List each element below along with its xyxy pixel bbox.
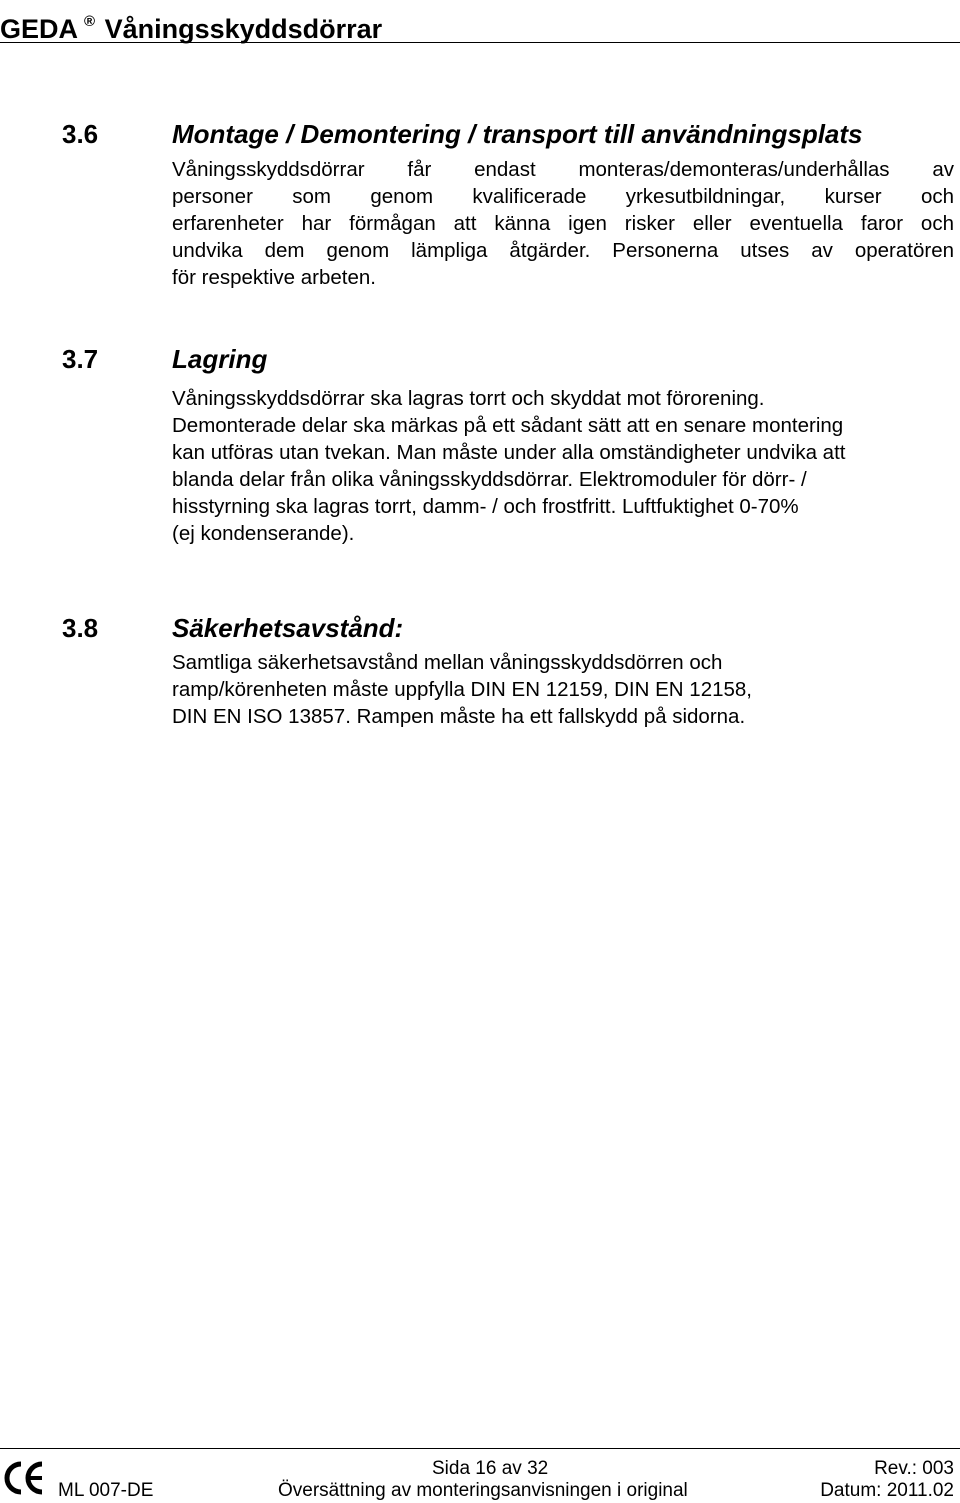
- registered-mark: ®: [84, 13, 96, 30]
- footer-date: Datum: 2011.02: [820, 1480, 954, 1501]
- body-line: ramp/körenheten måste uppfylla DIN EN 12159, DIN EN 12158,: [172, 678, 752, 701]
- brand-name: GEDA: [0, 14, 79, 44]
- body-line: blanda delar från olika våningsskyddsdörrar. Elektromoduler för dörr- /: [172, 468, 807, 491]
- section-number-3-7: 3.7: [62, 344, 99, 374]
- section-title-3-6: Montage / Demontering / transport till användningsplats: [172, 119, 863, 149]
- body-line: hisstyrning ska lagras torrt, damm- / och frostfritt. Luftfuktighet 0-70%: [172, 495, 799, 518]
- section-title-3-7: Lagring: [172, 344, 268, 374]
- section-body-3-7: [172, 385, 845, 547]
- footer-document-id: ML 007-DE: [58, 1480, 154, 1501]
- page-header: [0, 2, 960, 43]
- body-line: Våningsskyddsdörrar ska lagras torrt och skyddat mot förorening.: [172, 387, 765, 410]
- section-title-3-8: Säkerhetsavstånd:: [172, 613, 404, 643]
- body-line: Demonterade delar ska märkas på ett sådant sätt att en senare montering: [172, 414, 844, 437]
- ce-mark-icon: [2, 1460, 46, 1496]
- body-line: undvika dem genom lämpliga åtgärder. Personerna utses av operatören: [172, 239, 954, 262]
- document-title: Våningsskyddsdörrar: [104, 14, 383, 44]
- header-title: [0, 2, 382, 49]
- body-line: DIN EN ISO 13857. Rampen måste ha ett fallskydd på sidorna.: [172, 705, 746, 728]
- section-number-3-8: 3.8: [62, 613, 99, 643]
- footer-rule: [0, 1448, 960, 1449]
- footer-revision: Rev.: 003: [874, 1458, 954, 1479]
- body-line: Samtliga säkerhetsavstånd mellan våningsskyddsdörren och: [172, 651, 723, 674]
- section-body-3-6: [172, 156, 954, 291]
- body-line: kan utföras utan tvekan. Man måste under alla omständigheter undvika att: [172, 441, 846, 464]
- body-line: (ej kondenserande).: [172, 522, 355, 545]
- section-number-3-6: 3.6: [62, 119, 99, 149]
- footer-page-number: Sida 16 av 32: [432, 1458, 549, 1479]
- body-line: erfarenheter har förmågan att känna igen risker eller eventuella faror och: [172, 212, 954, 235]
- body-line: för respektive arbeten.: [172, 266, 376, 289]
- body-line: personer som genom kvalificerade yrkesutbildningar, kurser och: [172, 185, 954, 208]
- section-body-3-8: [172, 649, 752, 730]
- body-line: Våningsskyddsdörrar får endast monteras/demonteras/underhållas av: [172, 158, 954, 181]
- footer-translation-note: Översättning av monteringsanvisningen i original: [278, 1480, 688, 1501]
